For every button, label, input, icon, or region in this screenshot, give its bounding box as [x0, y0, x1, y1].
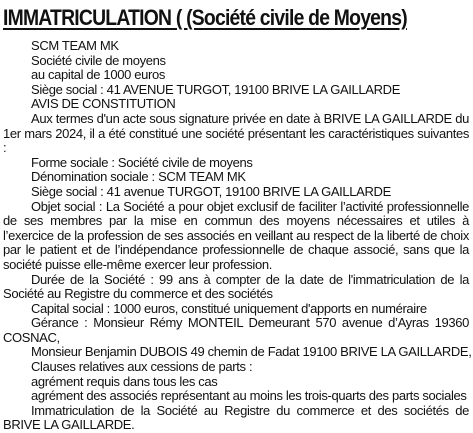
company-capital: au capital de 1000 euros: [31, 67, 165, 83]
registered-office-line: Siège social : 41 avenue TURGOT, 19100 BRIVE LA GAILLARDE: [31, 183, 391, 199]
company-address: Siège social : 41 AVENUE TURGOT, 19100 BRIVE LA GAILLARDE: [31, 81, 401, 97]
company-form: Société civile de moyens: [31, 52, 166, 68]
notice-heading: AVIS DE CONSTITUTION: [31, 96, 176, 112]
second-manager-line: Monsieur Benjamin DUBOIS 49 chemin de Fadat 19100 BRIVE LA GAILLARDE,: [31, 344, 472, 360]
purpose-paragraph: Objet social : La Société a pour objet exclusif de faciliter l’activité professionnelle de ses membres par la mise en commun des moyens nécessaires et utiles à l’exercice de la profession de ses associés en veillant au respect de la liberté de choix par le patient et de l’indépendance professionnelle de chaque associé, sans que la société puisse elle-même exercer leur profession.: [3, 198, 469, 272]
management-paragraph: Gérance : Monsieur Rémy MONTEIL Demeurant 570 avenue d’Ayras 19360 COSNAC,: [3, 315, 469, 345]
notice-body: [3, 38, 472, 433]
capital-line: Capital social : 1000 euros, constitué uniquement d'apports en numéraire: [31, 300, 427, 316]
notice-title: IMMATRICULATION ( (Société civile de Moyens): [3, 5, 407, 30]
deed-paragraph: Aux termes d'un acte sous signature privée en date à BRIVE LA GAILLARDE du 1er mars 2024, il a été constitué une société présentant les caractéristiques suivantes :: [3, 110, 469, 156]
approval-all-cases-line: agrément requis dans tous les cas: [31, 373, 218, 389]
legal-form-line: Forme sociale : Société civile de moyens: [31, 154, 253, 170]
duration-paragraph: Durée de la Société : 99 ans à compter de la date de l'immatriculation de la Société au Registre du commerce et des sociétés: [3, 271, 469, 302]
transfer-clauses-line: Clauses relatives aux cessions de parts :: [31, 359, 253, 375]
registration-paragraph: Immatriculation de la Société au Registre du commerce et des sociétés de BRIVE LA GAILLARDE.: [3, 402, 469, 433]
denomination-line: Dénomination sociale : SCM TEAM MK: [31, 169, 246, 185]
company-name: SCM TEAM MK: [31, 38, 119, 53]
approval-majority-line: agrément des associés représentant au moins les trois-quarts des parts sociales: [31, 388, 467, 404]
